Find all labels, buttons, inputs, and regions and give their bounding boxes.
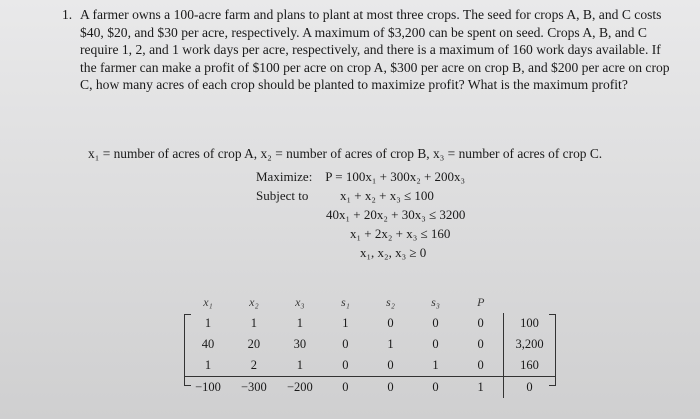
tableau-row <box>185 313 555 334</box>
nonnegativity-constraint: x₁, x₂, x₃ ≥ 0 <box>360 245 427 260</box>
objective-row <box>256 167 596 186</box>
header-x2: x₂ <box>249 295 259 309</box>
cell: 0 <box>342 358 349 372</box>
header-x3: x₃ <box>295 295 305 309</box>
rhs-cell: 0 <box>504 377 555 399</box>
cell: 40 <box>201 337 215 351</box>
cell: −300 <box>231 377 277 399</box>
variable-definitions: x₁ = number of acres of crop A, x₂ = number of acres of crop B, x₃ = number of acres of crop C. <box>88 146 603 161</box>
header-s2: s₂ <box>386 295 395 309</box>
cell: 0 <box>368 377 413 399</box>
cell: 1 <box>204 358 212 372</box>
cell: 1 <box>250 316 258 330</box>
lp-model <box>256 167 596 262</box>
tableau-header-row <box>185 292 555 313</box>
constraint-3: x₁ + 2x₂ + x₃ ≤ 160 <box>350 226 451 241</box>
header-p: P <box>477 295 485 309</box>
rhs-cell: 160 <box>520 358 539 372</box>
maximize-label: Maximize: <box>256 169 313 184</box>
problem-statement <box>62 6 680 94</box>
simplex-tableau <box>185 292 555 404</box>
cell: 20 <box>247 337 261 351</box>
header-x1: x₁ <box>203 295 213 309</box>
objective-function: P = 100x₁ + 300x₂ + 200x₃ <box>325 169 466 184</box>
tableau-row <box>185 355 555 377</box>
problem-number: 1. <box>62 7 73 22</box>
rhs-cell: 100 <box>520 316 539 330</box>
cell: 1 <box>296 358 303 372</box>
cell: 1 <box>432 358 439 372</box>
cell: 1 <box>296 316 303 330</box>
constraint-row-2 <box>256 205 596 224</box>
cell: 0 <box>432 337 439 351</box>
constraint-row-3 <box>256 224 596 243</box>
cell: 1 <box>458 377 504 399</box>
problem-text: A farmer owns a 100-acre farm and plans to plant at most three crops. The seed for crops A, B, and C costs $40, $20, and $30 per acre, respectively. A maximum of $3,200 can be spent on seed. Crops A, B, and C require 1, 2, and 1 work days per acre, respectively, and there is a maximum of 160 work days available. If the farmer can make a profit of $100 per acre on crop A, $300 per acre on crop B, and $200 per acre on crop C, how many acres of each crop should be planted to maximize profit? What is the maximum profit? <box>80 7 670 93</box>
cell: 1 <box>204 316 212 330</box>
objective-tableau-row <box>185 377 555 399</box>
cell: 0 <box>413 377 458 399</box>
cell: 0 <box>458 313 504 334</box>
constraint-row-4 <box>256 243 596 262</box>
tableau-table <box>185 292 555 398</box>
header-s3: s₃ <box>431 295 440 309</box>
cell: 1 <box>342 316 349 330</box>
tableau-row <box>185 334 555 355</box>
cell: 0 <box>432 316 439 330</box>
header-rhs <box>504 292 555 313</box>
constraint-1: x₁ + x₂ + x₃ ≤ 100 <box>340 188 434 203</box>
constraint-2: 40x₁ + 20x₂ + 30x₃ ≤ 3200 <box>326 207 466 222</box>
cell: −100 <box>185 377 231 399</box>
cell: 0 <box>458 355 504 377</box>
cell: −200 <box>277 377 323 399</box>
cell: 0 <box>342 337 349 351</box>
constraint-row-1 <box>256 186 596 205</box>
header-s1: s₁ <box>340 295 350 309</box>
cell: 0 <box>387 358 394 372</box>
cell: 0 <box>387 316 394 330</box>
cell: 1 <box>387 337 394 351</box>
cell: 0 <box>458 334 504 355</box>
cell: 30 <box>293 337 307 351</box>
rhs-cell: 3,200 <box>515 337 544 351</box>
cell: 0 <box>323 377 368 399</box>
cell: 2 <box>250 358 258 372</box>
subject-to-label: Subject to <box>256 188 309 203</box>
